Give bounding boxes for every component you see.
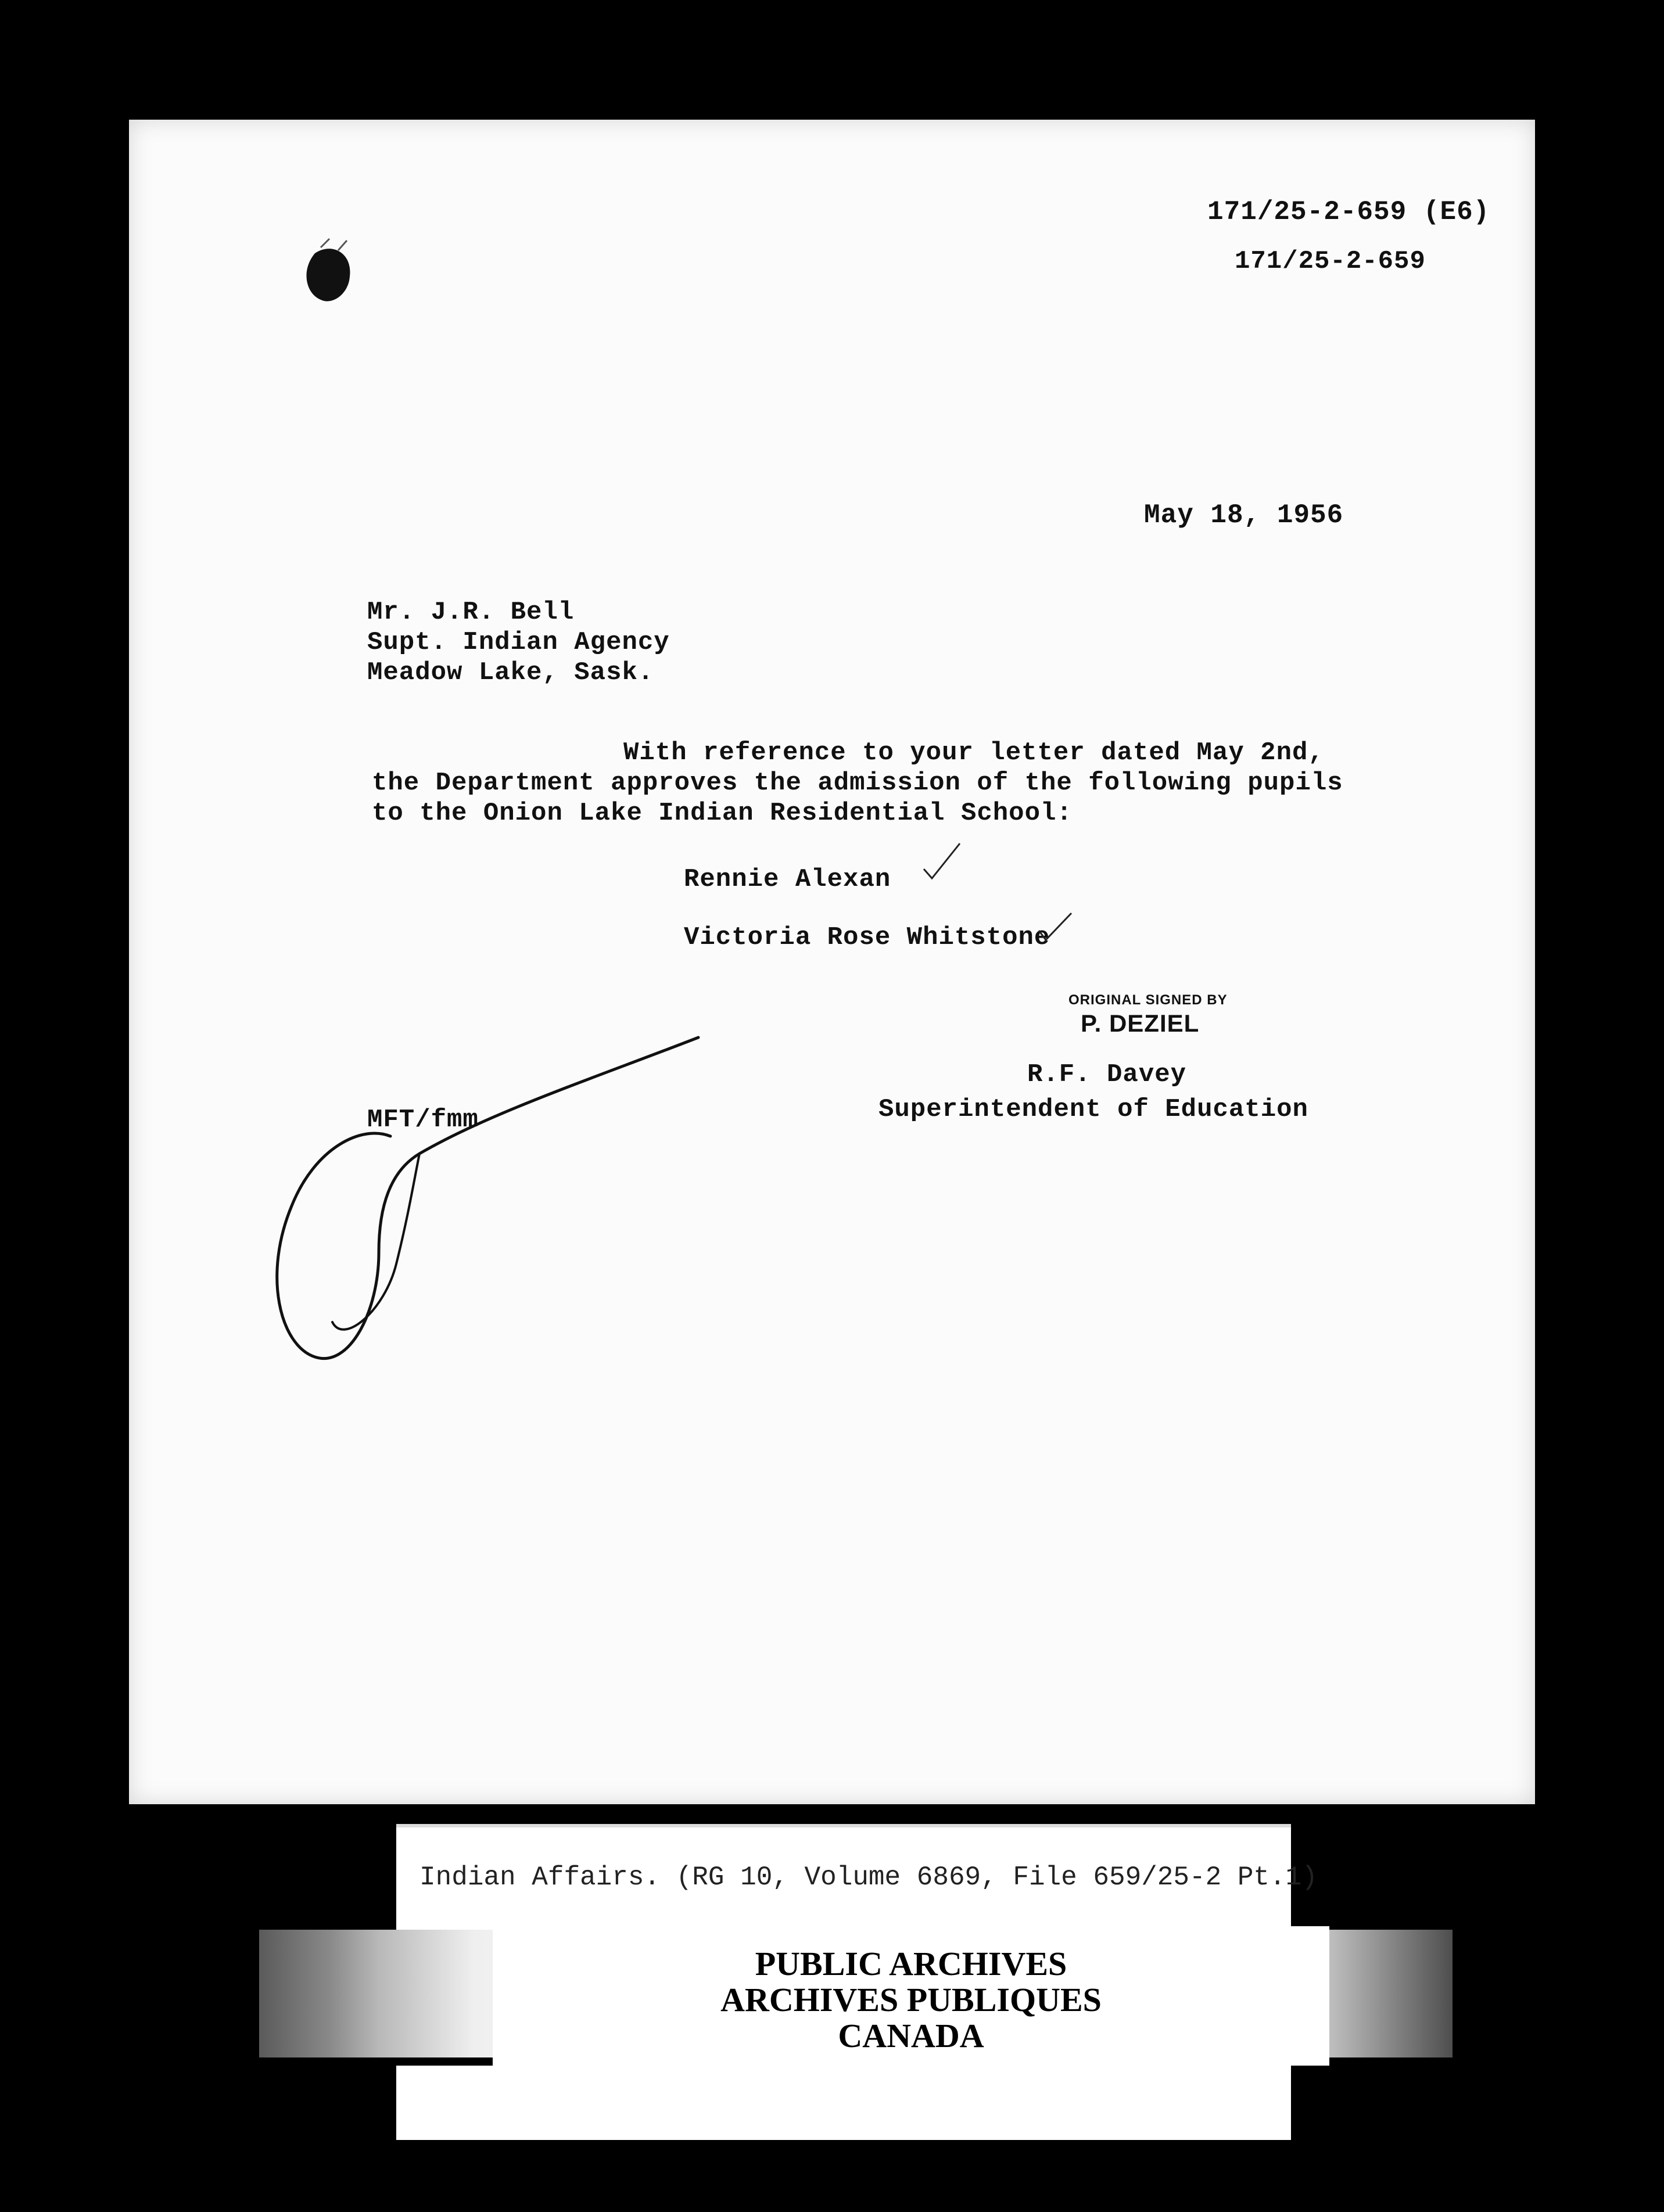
body-line-2: the Department approves the admission of the following pupils — [372, 769, 1343, 798]
archive-name-block — [493, 1946, 1329, 2054]
signature-stamp-name: P. DEZIEL — [1081, 1010, 1200, 1037]
recipient-address — [367, 597, 670, 688]
handwritten-flourish-signature — [245, 904, 710, 1369]
archive-label-bottom-strip — [396, 2066, 1291, 2140]
signatory-name: R.F. Davey — [1027, 1060, 1187, 1089]
pupil-name-1: Rennie Alexan — [684, 865, 891, 894]
file-reference-primary: 171/25-2-659 (E6) — [1207, 197, 1490, 227]
letter-page — [129, 120, 1535, 1804]
recipient-location: Meadow Lake, Sask. — [367, 658, 654, 687]
archive-citation-text: Indian Affairs. (RG 10, Volume 6869, File 659/25-2 Pt.1) — [419, 1862, 1318, 1893]
pupil-name-2: Victoria Rose Whitstone — [684, 923, 1050, 952]
recipient-name: Mr. J.R. Bell — [367, 598, 575, 627]
archive-citation-label — [396, 1824, 1318, 1930]
archive-country: CANADA — [838, 2017, 984, 2055]
archive-name-french: ARCHIVES PUBLIQUES — [720, 1981, 1102, 2019]
ink-blot-mark — [297, 236, 367, 317]
archive-stamp-panel — [493, 1926, 1329, 2066]
typist-initials: MFT/fmm — [367, 1105, 479, 1134]
signatory-title: Superintendent of Education — [878, 1095, 1308, 1124]
body-line-1: With reference to your letter dated May 2nd, — [623, 738, 1324, 767]
body-line-3: to the Onion Lake Indian Residential School: — [372, 799, 1073, 828]
checkmark-icon — [1035, 910, 1076, 945]
checkmark-icon — [919, 839, 966, 885]
recipient-position: Supt. Indian Agency — [367, 628, 670, 657]
file-reference-secondary: 171/25-2-659 — [1235, 247, 1426, 276]
signature-stamp-caption: ORIGINAL SIGNED BY — [1068, 992, 1228, 1008]
letter-date: May 18, 1956 — [1144, 500, 1344, 530]
archive-name-english: PUBLIC ARCHIVES — [755, 1945, 1067, 1983]
